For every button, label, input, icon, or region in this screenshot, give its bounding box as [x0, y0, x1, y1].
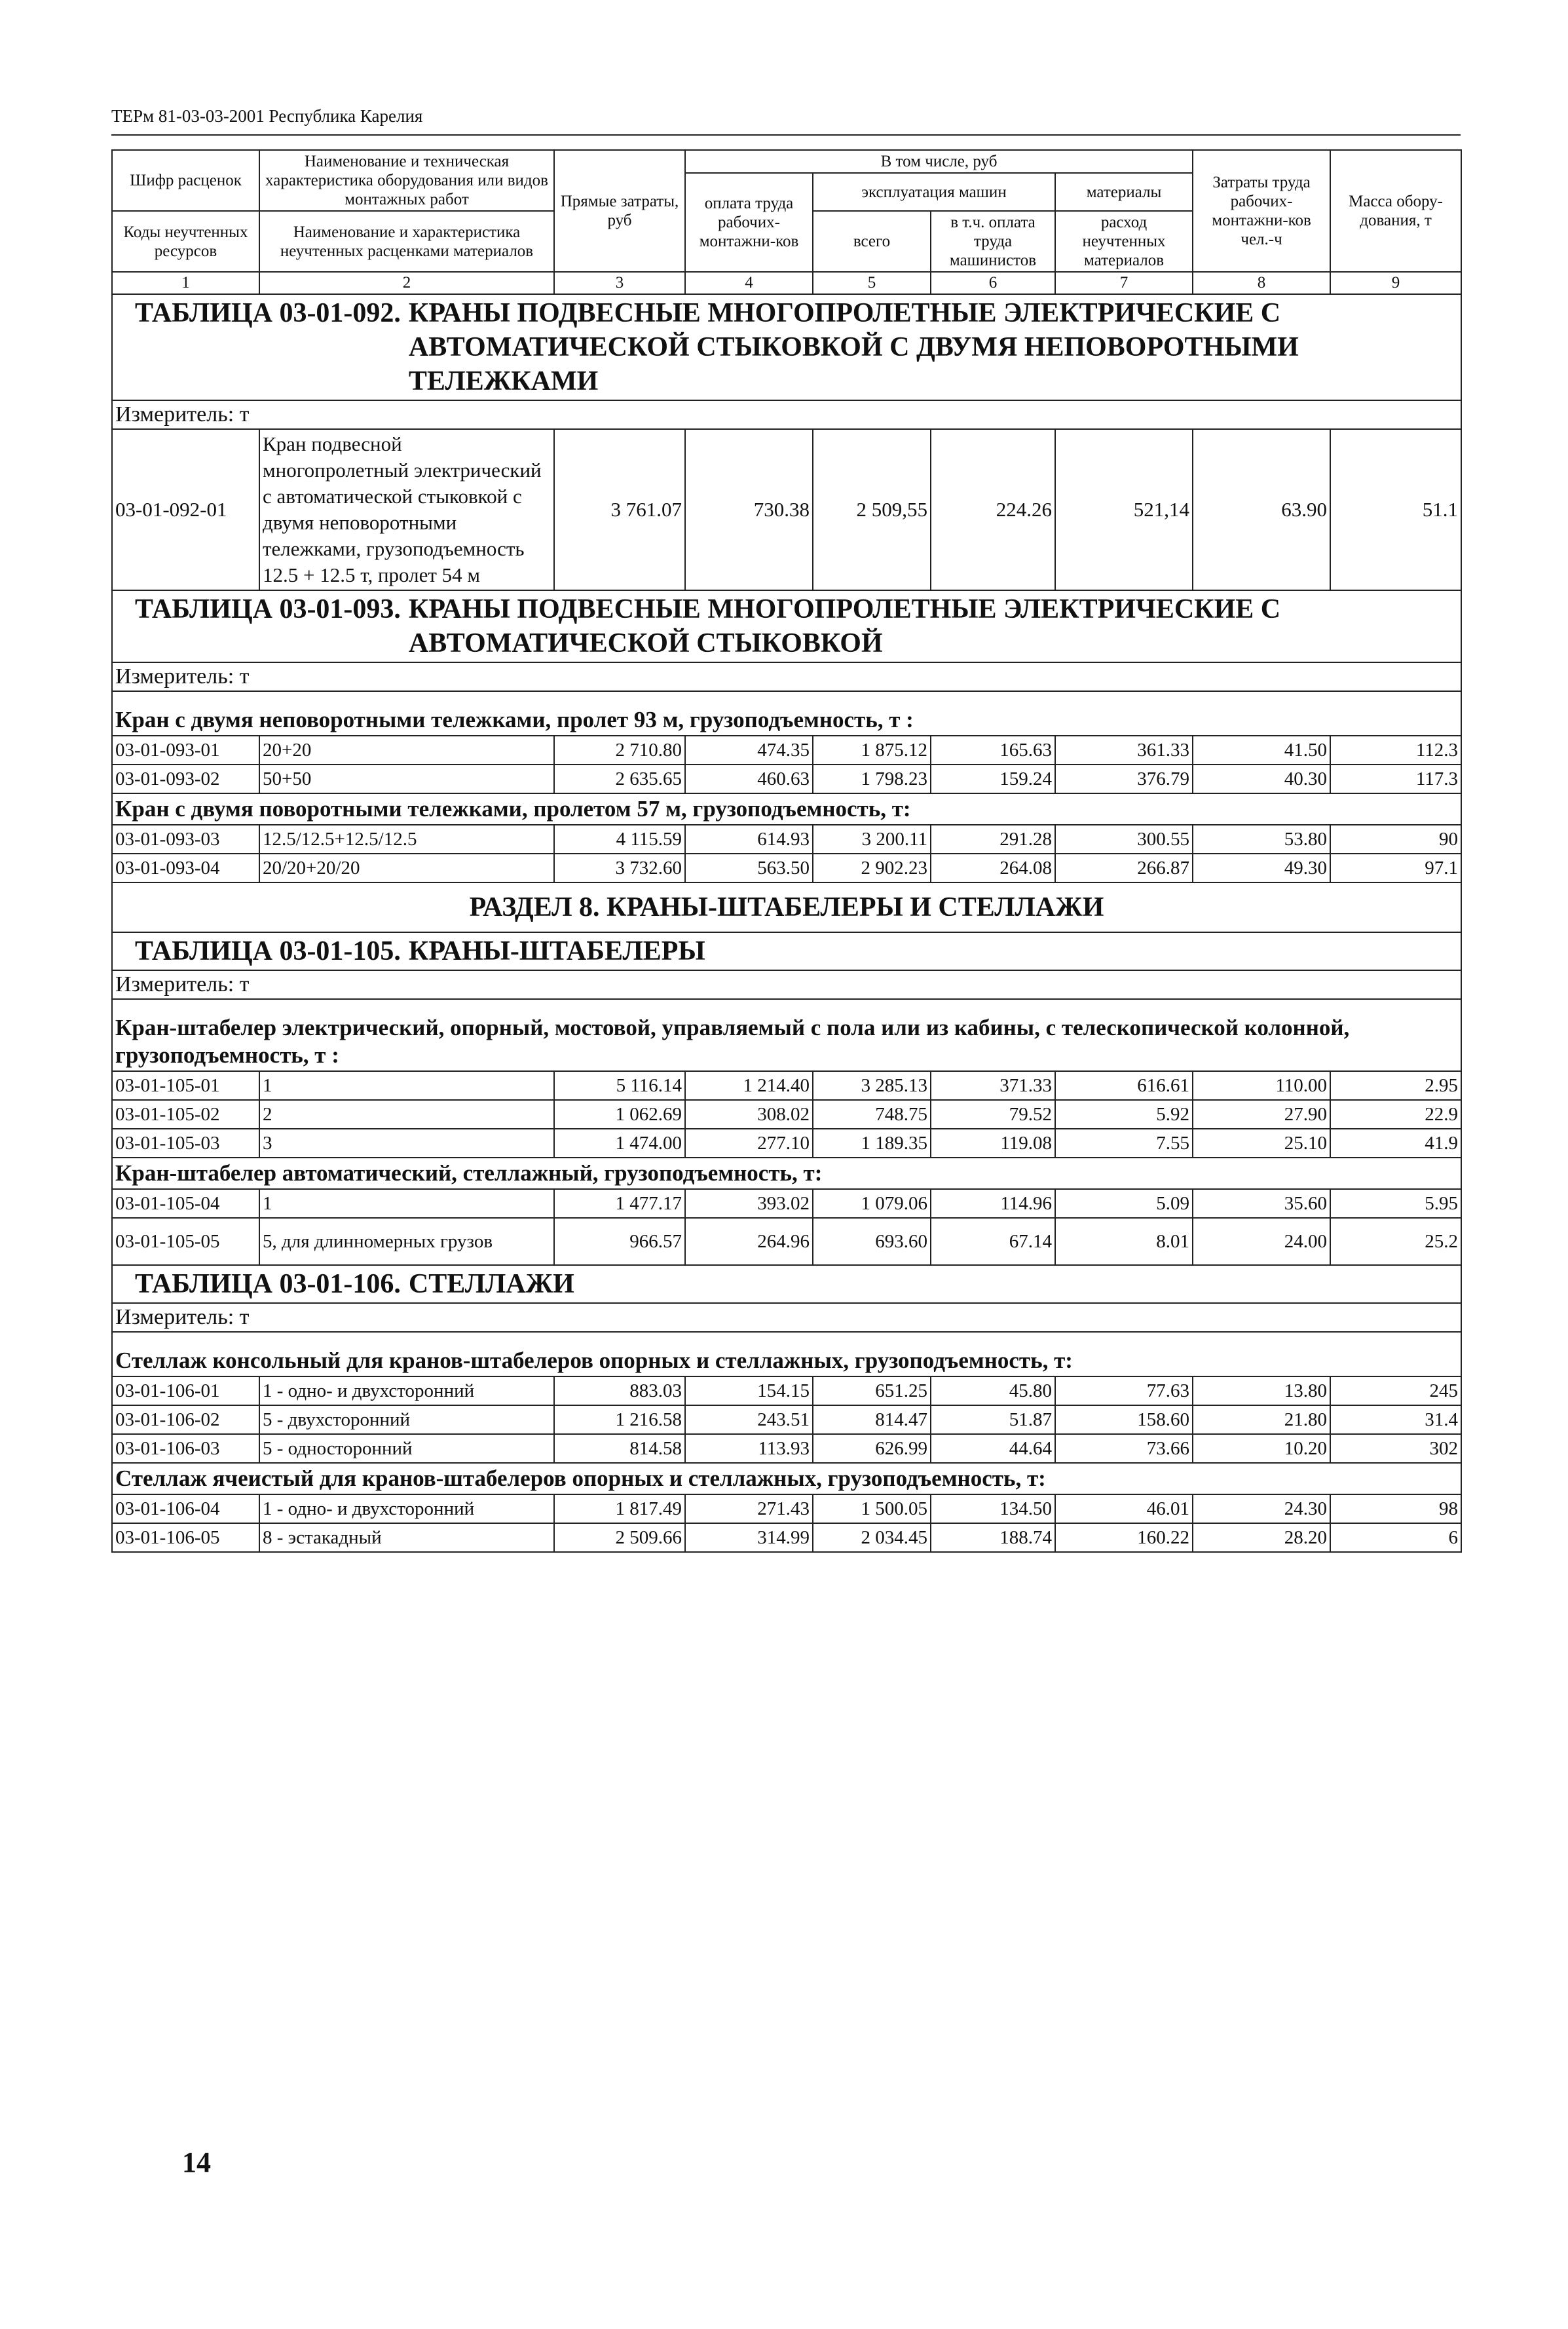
row-c8: 25.10	[1193, 1129, 1330, 1158]
head-rashod: расход неучтенных материалов	[1055, 211, 1193, 272]
row-c7: 300.55	[1055, 825, 1193, 854]
row-c5: 3 285.13	[813, 1071, 931, 1100]
row-name: 5 - односторонний	[259, 1434, 554, 1463]
row-c8: 35.60	[1193, 1189, 1330, 1218]
table-row	[112, 1494, 1461, 1523]
colnum-3: 3	[554, 272, 685, 294]
row-code: 03-01-106-05	[112, 1523, 259, 1552]
row-c9: 90	[1330, 825, 1461, 854]
row-c6: 44.64	[931, 1434, 1055, 1463]
colnum-1: 1	[112, 272, 259, 294]
row-c5: 814.47	[813, 1405, 931, 1434]
row-name: Кран подвесной многопролетный электрический с автоматической стыковкой с двумя неповоротными тележками, грузоподъемность 12.5 + 12.5 т, пролет 54 м	[259, 429, 554, 590]
table-row	[112, 1129, 1461, 1158]
head-vtom: В том числе, руб	[685, 150, 1193, 173]
table-105-name: КРАНЫ-ШТАБЕЛЕРЫ	[408, 936, 705, 966]
row-c3: 3 761.07	[554, 429, 685, 590]
row-c3: 1 216.58	[554, 1405, 685, 1434]
row-c4: 474.35	[685, 736, 813, 765]
section-8	[112, 882, 1461, 932]
table-106-meter: Измеритель: т	[112, 1303, 1461, 1332]
row-c9: 5.95	[1330, 1189, 1461, 1218]
row-c5: 1 875.12	[813, 736, 931, 765]
row-c8: 21.80	[1193, 1405, 1330, 1434]
row-code: 03-01-092-01	[112, 429, 259, 590]
row-c6: 291.28	[931, 825, 1055, 854]
row-c3: 883.03	[554, 1376, 685, 1405]
row-c4: 277.10	[685, 1129, 813, 1158]
row-c8: 10.20	[1193, 1434, 1330, 1463]
group-title: Стеллаж ячеистый для кранов-штабелеров опорных и стеллажных, грузоподъемность, т:	[112, 1463, 1461, 1494]
row-c7: 5.92	[1055, 1100, 1193, 1129]
head-pryamye: Прямые затраты, руб	[554, 150, 685, 272]
row-c3: 814.58	[554, 1434, 685, 1463]
row-c7: 521,14	[1055, 429, 1193, 590]
table-106-number: ТАБЛИЦА 03-01-106.	[135, 1269, 401, 1299]
row-c6: 67.14	[931, 1218, 1055, 1265]
head-oplata: оплата труда рабочих-монтажни-ков	[685, 173, 813, 272]
row-c8: 53.80	[1193, 825, 1330, 854]
row-c8: 24.30	[1193, 1494, 1330, 1523]
group-title: Кран с двумя неповоротными тележками, пролет 93 м, грузоподъемность, т :	[112, 691, 1461, 736]
row-c5: 651.25	[813, 1376, 931, 1405]
row-c4: 271.43	[685, 1494, 813, 1523]
row-code: 03-01-106-02	[112, 1405, 259, 1434]
table-093-name: КРАНЫ ПОДВЕСНЫЕ МНОГОПРОЛЕТНЫЕ ЭЛЕКТРИЧЕСКИЕ С АВТОМАТИЧЕСКОЙ СТЫКОВКОЙ	[408, 594, 1281, 658]
row-c8: 110.00	[1193, 1071, 1330, 1100]
table-head	[112, 150, 1461, 294]
table-092-number: ТАБЛИЦА 03-01-092.	[135, 298, 401, 328]
row-c3: 2 710.80	[554, 736, 685, 765]
row-c6: 114.96	[931, 1189, 1055, 1218]
table-093	[112, 590, 1461, 882]
row-c7: 616.61	[1055, 1071, 1193, 1100]
row-c8: 27.90	[1193, 1100, 1330, 1129]
row-c4: 614.93	[685, 825, 813, 854]
row-c7: 160.22	[1055, 1523, 1193, 1552]
row-name: 1	[259, 1071, 554, 1100]
row-c9: 51.1	[1330, 429, 1461, 590]
row-code: 03-01-105-02	[112, 1100, 259, 1129]
row-c3: 1 474.00	[554, 1129, 685, 1158]
row-c8: 41.50	[1193, 736, 1330, 765]
row-c6: 159.24	[931, 765, 1055, 793]
row-name: 3	[259, 1129, 554, 1158]
row-code: 03-01-106-01	[112, 1376, 259, 1405]
row-name: 5, для длинномерных грузов	[259, 1218, 554, 1265]
colnum-5: 5	[813, 272, 931, 294]
row-c6: 134.50	[931, 1494, 1055, 1523]
table-row	[112, 765, 1461, 793]
table-093-title	[112, 590, 1461, 662]
row-c9: 6	[1330, 1523, 1461, 1552]
row-c9: 2.95	[1330, 1071, 1461, 1100]
table-093-number: ТАБЛИЦА 03-01-093.	[135, 594, 401, 624]
row-c7: 7.55	[1055, 1129, 1193, 1158]
row-code: 03-01-093-01	[112, 736, 259, 765]
row-name: 12.5/12.5+12.5/12.5	[259, 825, 554, 854]
row-c7: 46.01	[1055, 1494, 1193, 1523]
row-c9: 41.9	[1330, 1129, 1461, 1158]
row-c4: 113.93	[685, 1434, 813, 1463]
row-c7: 73.66	[1055, 1434, 1193, 1463]
table-092-name: КРАНЫ ПОДВЕСНЫЕ МНОГОПРОЛЕТНЫЕ ЭЛЕКТРИЧЕСКИЕ С АВТОМАТИЧЕСКОЙ СТЫКОВКОЙ С ДВУМЯ НЕПОВОРОТНЫМИ ТЕЛЕЖКАМИ	[408, 298, 1299, 396]
header-rule	[111, 134, 1461, 136]
head-materialy: материалы	[1055, 173, 1193, 211]
row-c7: 361.33	[1055, 736, 1193, 765]
page-number: 14	[182, 2146, 211, 2178]
row-c5: 626.99	[813, 1434, 931, 1463]
row-c4: 730.38	[685, 429, 813, 590]
row-c5: 1 189.35	[813, 1129, 931, 1158]
row-c5: 693.60	[813, 1218, 931, 1265]
table-row	[112, 1376, 1461, 1405]
table-092-title	[112, 294, 1461, 400]
row-c5: 2 902.23	[813, 854, 931, 882]
row-c3: 1 817.49	[554, 1494, 685, 1523]
head-naim1: Наименование и техническая характеристика оборудования или видов монтажных работ	[259, 150, 554, 211]
row-c6: 45.80	[931, 1376, 1055, 1405]
colnum-2: 2	[259, 272, 554, 294]
table-row	[112, 1218, 1461, 1265]
table-105-meter: Измеритель: т	[112, 970, 1461, 999]
table-row	[112, 1071, 1461, 1100]
row-name: 5 - двухсторонний	[259, 1405, 554, 1434]
table-row	[112, 1189, 1461, 1218]
table-093-meter: Измеритель: т	[112, 662, 1461, 691]
row-name: 20+20	[259, 736, 554, 765]
row-c3: 5 116.14	[554, 1071, 685, 1100]
colnum-6: 6	[931, 272, 1055, 294]
row-c4: 393.02	[685, 1189, 813, 1218]
row-c3: 1 062.69	[554, 1100, 685, 1129]
table-105	[112, 932, 1461, 1265]
row-c4: 314.99	[685, 1523, 813, 1552]
row-c8: 40.30	[1193, 765, 1330, 793]
group-title: Кран-штабелер электрический, опорный, мостовой, управляемый с пола или из кабины, с телескопической колонной, грузоподъемность, т :	[112, 999, 1461, 1071]
row-c3: 2 635.65	[554, 765, 685, 793]
row-c6: 79.52	[931, 1100, 1055, 1129]
row-name: 50+50	[259, 765, 554, 793]
row-name: 2	[259, 1100, 554, 1129]
row-code: 03-01-093-03	[112, 825, 259, 854]
row-c6: 224.26	[931, 429, 1055, 590]
row-c7: 77.63	[1055, 1376, 1193, 1405]
colnum-8: 8	[1193, 272, 1330, 294]
row-c9: 302	[1330, 1434, 1461, 1463]
head-naim2: Наименование и характеристика неучтенных расценками материалов	[259, 211, 554, 272]
row-name: 8 - эстакадный	[259, 1523, 554, 1552]
table-row	[112, 825, 1461, 854]
colnum-4: 4	[685, 272, 813, 294]
head-shifr: Шифр расценок	[112, 150, 259, 211]
head-zatraty: Затраты труда рабочих-монтажни-ков чел.-ч	[1193, 150, 1330, 272]
page-header: ТЕРм 81-03-03-2001 Республика Карелия	[111, 106, 423, 126]
row-c5: 2 509,55	[813, 429, 931, 590]
section-8-title: РАЗДЕЛ 8. КРАНЫ-ШТАБЕЛЕРЫ И СТЕЛЛАЖИ	[112, 882, 1461, 932]
row-c4: 243.51	[685, 1405, 813, 1434]
row-code: 03-01-105-04	[112, 1189, 259, 1218]
row-c6: 165.63	[931, 736, 1055, 765]
table-106-title	[112, 1265, 1461, 1303]
row-c8: 63.90	[1193, 429, 1330, 590]
row-c3: 2 509.66	[554, 1523, 685, 1552]
row-code: 03-01-106-04	[112, 1494, 259, 1523]
row-c9: 98	[1330, 1494, 1461, 1523]
row-c7: 158.60	[1055, 1405, 1193, 1434]
colnum-9: 9	[1330, 272, 1461, 294]
row-c6: 119.08	[931, 1129, 1055, 1158]
row-code: 03-01-105-03	[112, 1129, 259, 1158]
row-c5: 1 798.23	[813, 765, 931, 793]
row-c9: 22.9	[1330, 1100, 1461, 1129]
row-c4: 308.02	[685, 1100, 813, 1129]
row-c5: 748.75	[813, 1100, 931, 1129]
row-c7: 8.01	[1055, 1218, 1193, 1265]
table-row	[112, 1523, 1461, 1552]
rates-table	[111, 149, 1462, 1553]
row-code: 03-01-093-04	[112, 854, 259, 882]
row-c7: 5.09	[1055, 1189, 1193, 1218]
row-c8: 24.00	[1193, 1218, 1330, 1265]
row-c4: 460.63	[685, 765, 813, 793]
row-c9: 245	[1330, 1376, 1461, 1405]
row-c7: 266.87	[1055, 854, 1193, 882]
row-c5: 2 034.45	[813, 1523, 931, 1552]
row-code: 03-01-106-03	[112, 1434, 259, 1463]
table-105-number: ТАБЛИЦА 03-01-105.	[135, 936, 401, 966]
row-c4: 1 214.40	[685, 1071, 813, 1100]
row-name: 1	[259, 1189, 554, 1218]
row-name: 1 - одно- и двухсторонний	[259, 1376, 554, 1405]
table-row	[112, 1100, 1461, 1129]
head-kody: Коды неучтенных ресурсов	[112, 211, 259, 272]
table-106-name: СТЕЛЛАЖИ	[408, 1269, 574, 1299]
row-c6: 51.87	[931, 1405, 1055, 1434]
row-c6: 264.08	[931, 854, 1055, 882]
group-title: Стеллаж консольный для кранов-штабелеров опорных и стеллажных, грузоподъемность, т:	[112, 1332, 1461, 1376]
row-c3: 1 477.17	[554, 1189, 685, 1218]
table-092-meter: Измеритель: т	[112, 400, 1461, 429]
table-105-title	[112, 932, 1461, 970]
row-c9: 31.4	[1330, 1405, 1461, 1434]
row-c9: 25.2	[1330, 1218, 1461, 1265]
row-c5: 1 079.06	[813, 1189, 931, 1218]
colnum-7: 7	[1055, 272, 1193, 294]
table-092	[112, 294, 1461, 590]
table-106	[112, 1265, 1461, 1552]
row-c3: 4 115.59	[554, 825, 685, 854]
group-title: Кран-штабелер автоматический, стеллажный, грузоподъемность, т:	[112, 1158, 1461, 1189]
row-c3: 966.57	[554, 1218, 685, 1265]
row-code: 03-01-105-01	[112, 1071, 259, 1100]
row-c8: 28.20	[1193, 1523, 1330, 1552]
row-name: 1 - одно- и двухсторонний	[259, 1494, 554, 1523]
row-c8: 49.30	[1193, 854, 1330, 882]
row-c9: 112.3	[1330, 736, 1461, 765]
row-c7: 376.79	[1055, 765, 1193, 793]
row-c9: 97.1	[1330, 854, 1461, 882]
table-row	[112, 1434, 1461, 1463]
table-row	[112, 736, 1461, 765]
row-c4: 154.15	[685, 1376, 813, 1405]
row-c5: 3 200.11	[813, 825, 931, 854]
table-row	[112, 1405, 1461, 1434]
row-c6: 188.74	[931, 1523, 1055, 1552]
row-c5: 1 500.05	[813, 1494, 931, 1523]
row-c3: 3 732.60	[554, 854, 685, 882]
head-vtch: в т.ч. оплата труда машинистов	[931, 211, 1055, 272]
table-row	[112, 429, 1461, 590]
table-row	[112, 854, 1461, 882]
row-c6: 371.33	[931, 1071, 1055, 1100]
row-c4: 563.50	[685, 854, 813, 882]
head-vsego: всего	[813, 211, 931, 272]
row-name: 20/20+20/20	[259, 854, 554, 882]
row-c9: 117.3	[1330, 765, 1461, 793]
head-massa: Масса обору-дования, т	[1330, 150, 1461, 272]
row-code: 03-01-105-05	[112, 1218, 259, 1265]
row-c8: 13.80	[1193, 1376, 1330, 1405]
row-code: 03-01-093-02	[112, 765, 259, 793]
row-c4: 264.96	[685, 1218, 813, 1265]
column-numbers	[112, 272, 1461, 294]
head-ekspl: эксплуатация машин	[813, 173, 1055, 211]
group-title: Кран с двумя поворотными тележками, пролетом 57 м, грузоподъемность, т:	[112, 793, 1461, 825]
